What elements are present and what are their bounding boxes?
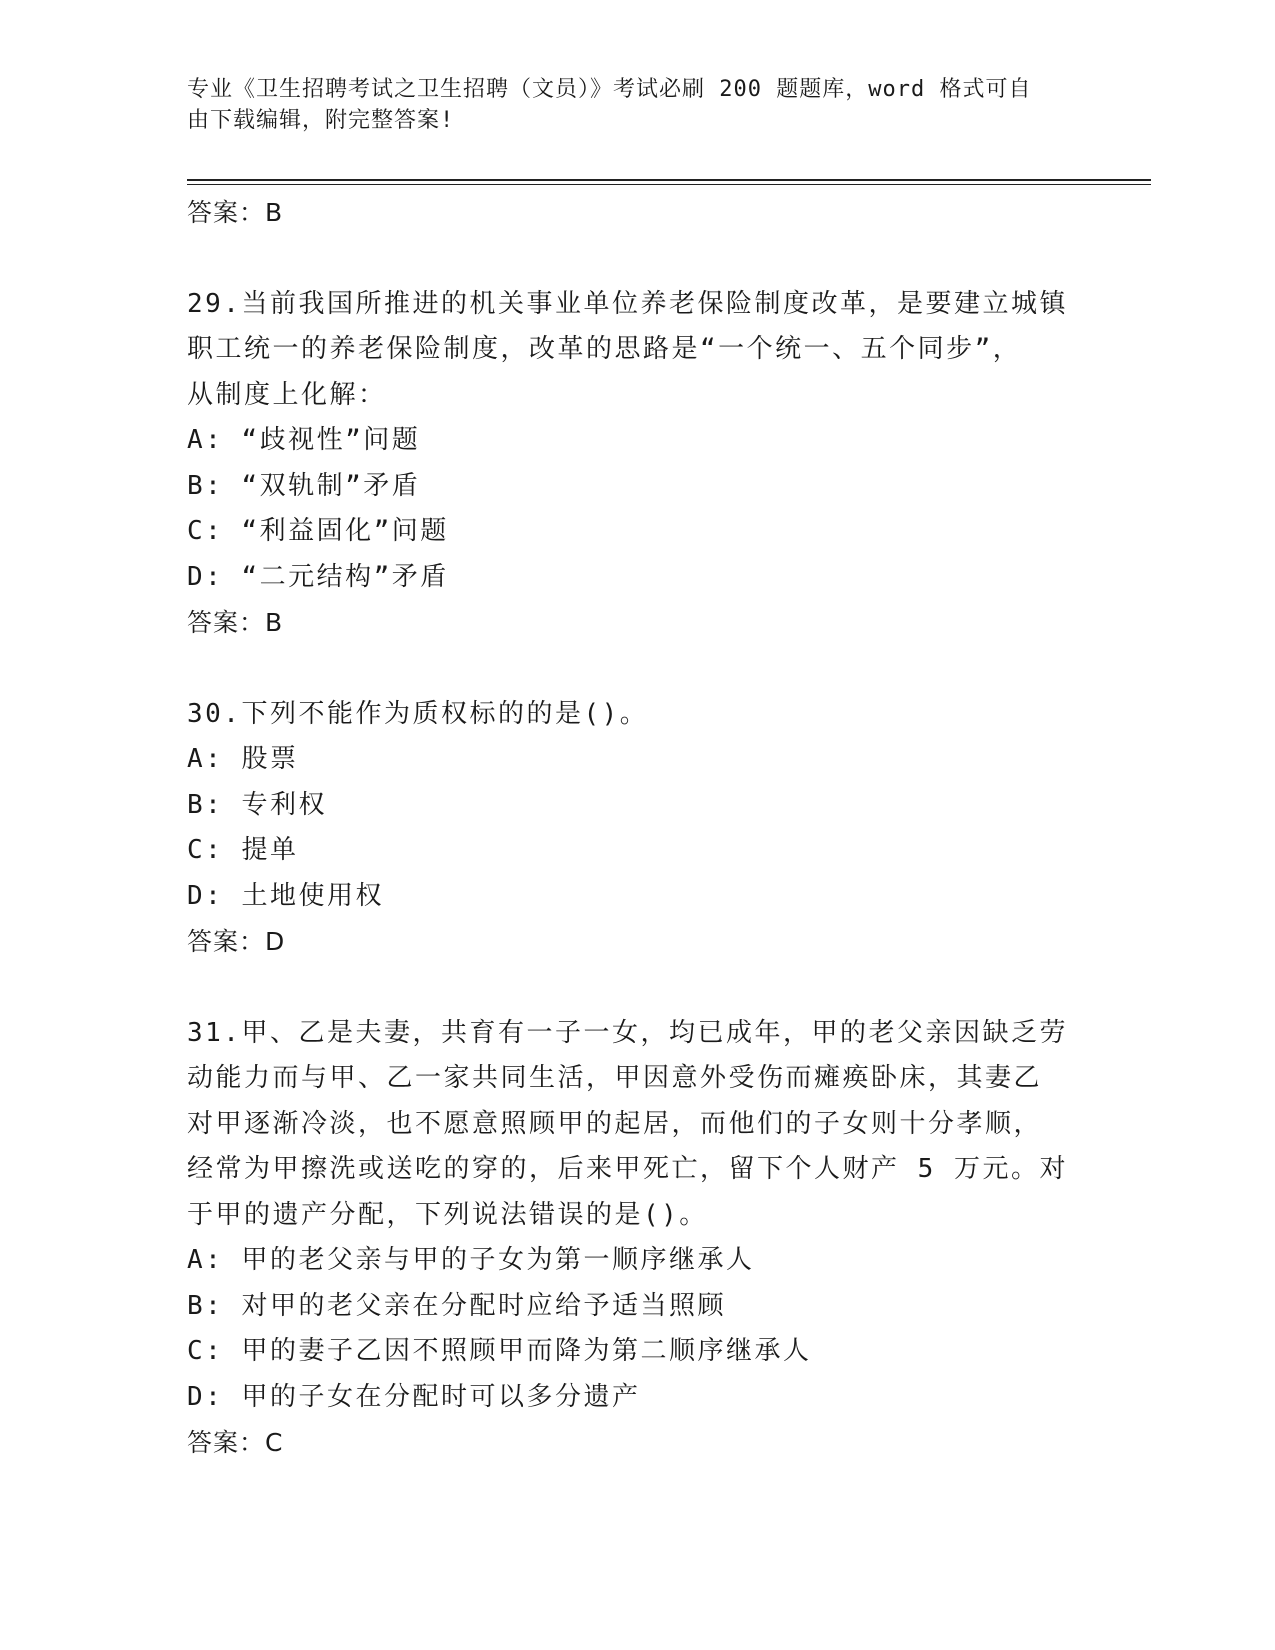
question-stem-line: 职工统一的养老保险制度，改革的思路是“一个统一、五个同步”， [187,334,1022,364]
question-stem-line: 31.甲、乙是夫妻，共育有一子一女，均已成年，甲的老父亲因缺乏劳 [187,1017,1068,1048]
answer-29: 答案：B [187,608,284,637]
header-line-1: 专业《卫生招聘考试之卫生招聘（文员）》考试必刷 200 题题库，word 格式可自 [187,77,1032,102]
option-c: C: “利益固化”问题 [187,516,449,546]
option-d: D: 甲的子女在分配时可以多分遗产 [187,1381,641,1412]
question-stem-line: 29.当前我国所推进的机关事业单位养老保险制度改革，是要建立城镇 [187,288,1068,319]
answer-previous: 答案：B [187,198,284,227]
header-divider-thin [187,184,1151,185]
answer-30: 答案：D [187,927,286,956]
header-divider-thick [187,179,1151,181]
question-stem-line: 30.下列不能作为质权标的的是()。 [187,698,649,729]
option-b: B: “双轨制”矛盾 [187,470,421,501]
option-d: D: “二元结构”矛盾 [187,561,449,592]
question-stem-line: 于甲的遗产分配，下列说法错误的是()。 [187,1199,708,1230]
spacer [187,646,1087,692]
question-30 [187,692,1087,965]
document-header [187,74,1067,136]
question-stem-line: 对甲逐渐冷淡，也不愿意照顾甲的起居，而他们的子女则十分孝顺， [187,1108,1043,1139]
answer-31: 答案：C [187,1428,284,1457]
spacer [187,965,1087,1011]
option-a: A: “歧视性”问题 [187,425,421,455]
option-b: B: 对甲的老父亲在分配时应给予适当照顾 [187,1290,726,1321]
question-stem-line: 动能力而与甲、乙一家共同生活，甲因意外受伤而瘫痪卧床，其妻乙 [187,1063,1043,1093]
header-line-2: 由下载编辑，附完整答案! [187,108,455,133]
question-stem-line: 经常为甲擦洗或送吃的穿的，后来甲死亡，留下个人财产 5 万元。对 [187,1154,1068,1184]
spacer [187,236,1087,282]
question-list [187,190,1087,1466]
question-31 [187,1011,1087,1466]
question-stem-line: 从制度上化解： [187,379,387,410]
option-a: A: 股票 [187,744,299,774]
option-d: D: 土地使用权 [187,880,384,911]
option-c: C: 提单 [187,835,299,865]
question-29 [187,282,1087,646]
option-b: B: 专利权 [187,789,327,820]
option-a: A: 甲的老父亲与甲的子女为第一顺序继承人 [187,1245,755,1275]
option-c: C: 甲的妻子乙因不照顾甲而降为第二顺序继承人 [187,1336,812,1366]
